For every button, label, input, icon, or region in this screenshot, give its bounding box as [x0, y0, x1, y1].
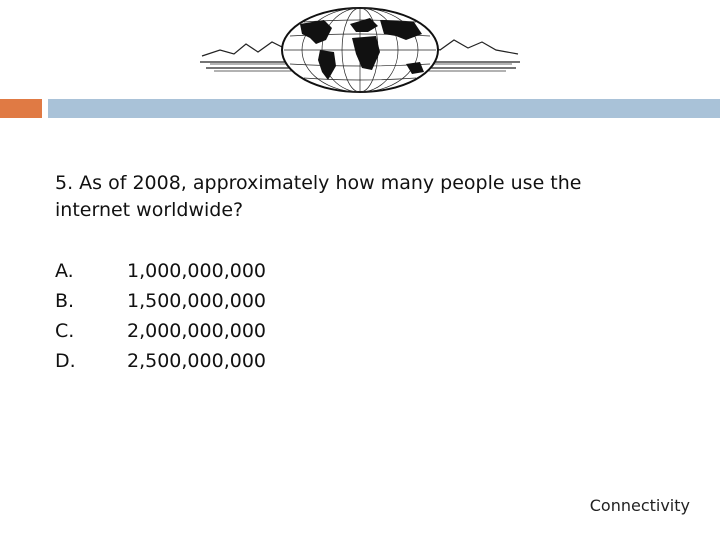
answer-letter: A. — [55, 260, 74, 282]
answer-value: 2,000,000,000 — [127, 320, 267, 342]
answer-letter: D. — [55, 350, 76, 372]
answer-letter: C. — [55, 320, 75, 342]
globe-icon — [200, 6, 520, 94]
question-line-1: 5. As of 2008, approximately how many people use the — [55, 172, 582, 194]
answer-option-a[interactable] — [55, 256, 266, 286]
footer-label: Connectivity — [589, 496, 690, 515]
question-line-2: internet worldwide? — [55, 199, 244, 221]
question-text — [55, 170, 655, 224]
answer-value: 1,000,000,000 — [127, 260, 267, 282]
answer-value: 1,500,000,000 — [127, 290, 267, 312]
answer-option-d[interactable] — [55, 346, 266, 376]
answer-option-c[interactable] — [55, 316, 266, 346]
header-accent-bar — [0, 99, 42, 118]
answer-option-b[interactable] — [55, 286, 266, 316]
header-bar — [48, 99, 720, 118]
answer-letter: B. — [55, 290, 75, 312]
answer-value: 2,500,000,000 — [127, 350, 267, 372]
answer-list — [55, 256, 266, 376]
